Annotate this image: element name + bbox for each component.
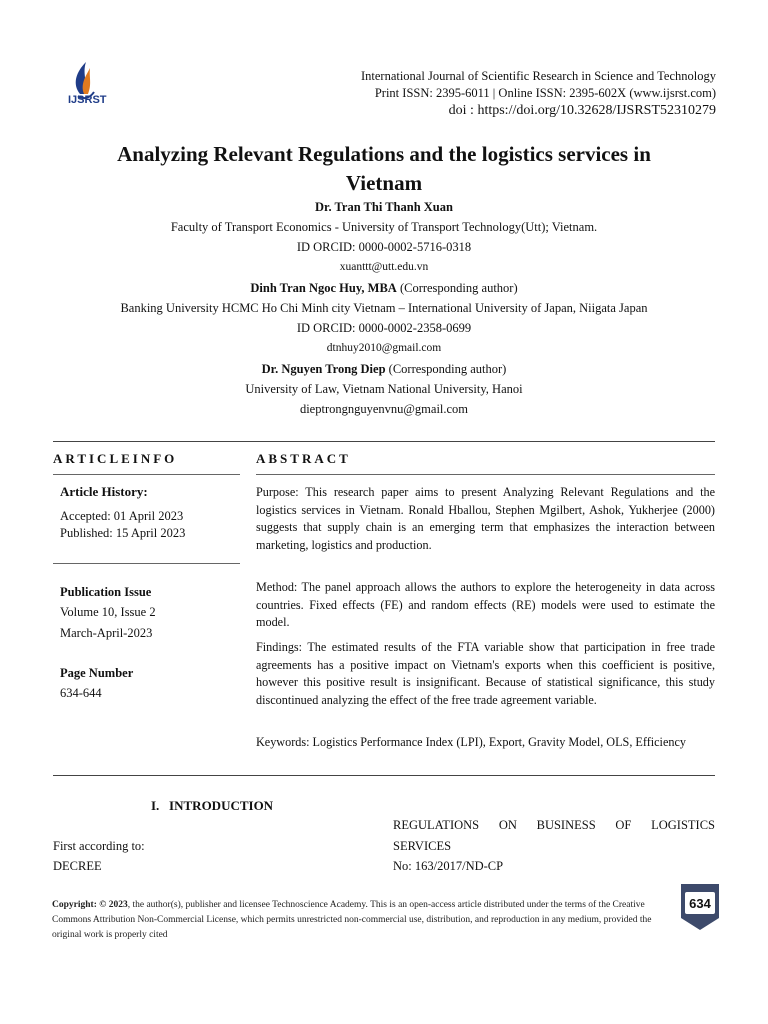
abstract-purpose: Purpose: This research paper aims to present Analyzing Relevant Regulations and the logistics services in Vietnam. Ronald Hballou, Stephen Mgilbert, Ashok, Yukherjee (2000) suggests that supply chain is an emerging term that emphasizes the interaction between marketing, logistics and production. — [256, 485, 715, 552]
divider-info — [53, 474, 240, 475]
author-2-email[interactable]: dtnhuy2010@gmail.com — [326, 342, 442, 354]
divider-abstract — [256, 474, 715, 475]
journal-name: International Journal of Scientific Research in Science and Technology — [360, 69, 716, 83]
title-line-2: Vietnam — [345, 171, 423, 195]
author-3-role: (Corresponding author) — [388, 362, 507, 376]
page-range: 634-644 — [60, 686, 102, 700]
author-3-email[interactable]: dieptrongnguyenvnu@gmail.com — [299, 402, 469, 416]
article-info-heading: ARTICLEINFO — [53, 451, 178, 466]
published-date: Published: 15 April 2023 — [60, 526, 186, 540]
journal-doi[interactable]: doi : https://doi.org/10.32628/IJSRST52310279 — [448, 103, 716, 118]
page-number: 634 — [689, 896, 711, 911]
author-3-name: Dr. Nguyen Trong Diep — [261, 362, 386, 376]
author-2-orcid: ID ORCID: 0000-0002-2358-0699 — [296, 321, 472, 335]
title-line-1: Analyzing Relevant Regulations and the logistics services in — [117, 142, 651, 166]
journal-logo — [66, 56, 136, 116]
author-1-affiliation: Faculty of Transport Economics - University of Transport Technology(Utt); Vietnam. — [170, 220, 598, 234]
author-3-affiliation: University of Law, Vietnam National University, Hanoi — [245, 382, 523, 396]
author-3-line — [40, 362, 728, 377]
copyright-label: Copyright: © 2023 — [52, 900, 128, 910]
intro-regulations: REGULATIONS ON BUSINESS OF LOGISTICS — [393, 818, 715, 832]
intro-services: SERVICES — [393, 839, 452, 853]
author-1-name: Dr. Tran Thi Thanh Xuan — [315, 200, 453, 214]
author-2-role: (Corresponding author) — [399, 281, 518, 295]
issue-period: March-April-2023 — [60, 626, 153, 640]
page-number-label: Page Number — [60, 666, 134, 680]
abstract-findings: Findings: The estimated results of the FTA variable show that participation in free trade agreements has a positive impact on Vietnam's exports when this coefficient is positive, however this positive result is insignificant. Because of statistical significance, this study discontinued analyzing the effect of the free trade agreement variable. — [256, 640, 715, 707]
author-1-email[interactable]: xuanttt@utt.edu.vn — [339, 261, 429, 273]
volume-issue: Volume 10, Issue 2 — [60, 605, 156, 619]
divider-top — [53, 441, 715, 442]
copyright-notice — [52, 898, 672, 943]
journal-issn: Print ISSN: 2395-6011 | Online ISSN: 2395-602X (www.ijsrst.com) — [374, 86, 716, 100]
publication-issue-label: Publication Issue — [60, 585, 152, 599]
page-number-badge — [681, 884, 719, 930]
author-1-orcid: ID ORCID: 0000-0002-5716-0318 — [296, 240, 472, 254]
intro-decree: DECREE — [53, 859, 102, 873]
article-history-label: Article History: — [60, 484, 148, 499]
author-2-name: Dinh Tran Ngoc Huy, MBA — [250, 281, 397, 295]
intro-decree-number: No: 163/2017/ND-CP — [393, 859, 504, 873]
intro-first-according: First according to: — [53, 839, 145, 853]
accepted-date: Accepted: 01 April 2023 — [60, 509, 184, 523]
divider-bottom — [53, 775, 715, 776]
logo-text: IJSRST — [68, 94, 107, 106]
divider-info-2 — [53, 563, 240, 564]
paper-title — [40, 140, 728, 198]
author-2-line — [40, 281, 728, 296]
abstract-keywords: Keywords: Logistics Performance Index (LPI), Export, Gravity Model, OLS, Efficiency — [256, 735, 686, 749]
abstract-method: Method: The panel approach allows the authors to explore the heterogeneity in data across countries. Fixed effects (FE) and random effects (RE) models were used to estimate the model. — [256, 580, 715, 629]
author-2-affiliation: Banking University HCMC Ho Chi Minh city Vietnam – International University of Japan, Niigata Japan — [120, 301, 648, 315]
introduction-heading: I. INTRODUCTION — [151, 798, 274, 813]
abstract-heading: ABSTRACT — [256, 451, 351, 466]
copyright-text: , the author(s), publisher and licensee Technoscience Academy. This is an open-access article distributed under the terms of the Creative Commons Attribution Non-Commercial License, which permits unrestricted non-commercial use, distribution, and reproduction in any medium, provided the original work is properly cited — [52, 900, 652, 940]
flame-icon — [66, 56, 136, 116]
